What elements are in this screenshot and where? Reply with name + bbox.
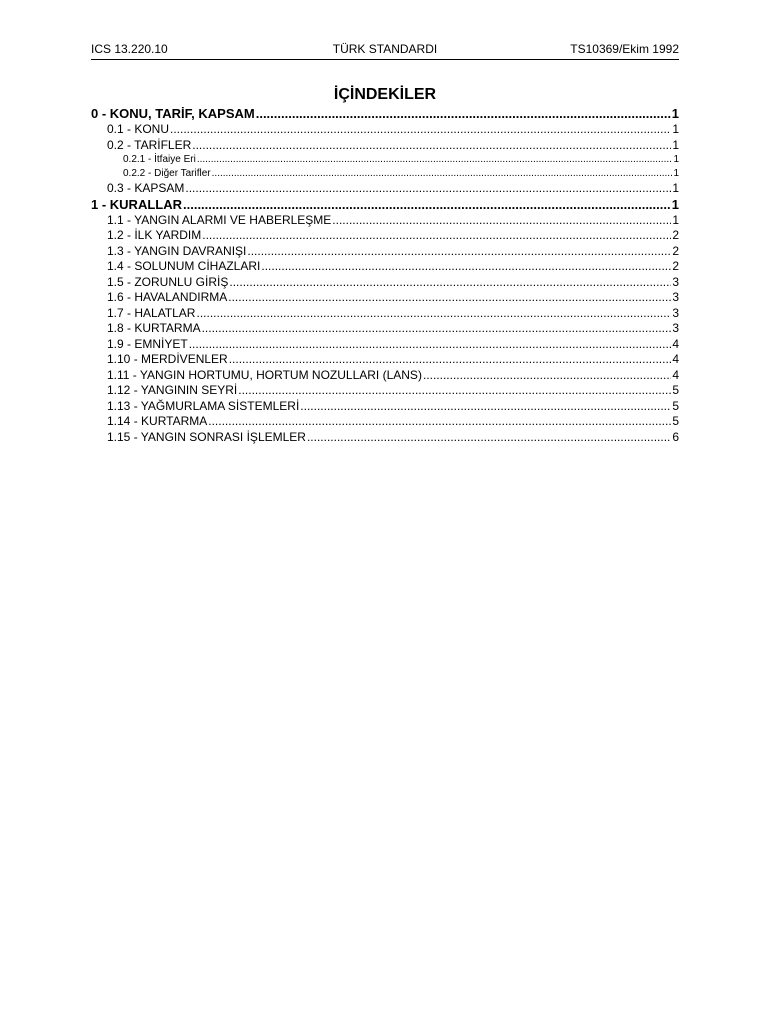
toc-entry-label: 1.4 - SOLUNUM CİHAZLARI xyxy=(107,259,261,273)
toc-entry-label: 1.7 - HALATLAR xyxy=(107,305,196,320)
toc-leader-dots xyxy=(229,352,672,368)
toc-entry-label: 1.11 - YANGIN HORTUMU, HORTUM NOZULLARI (LANS) xyxy=(107,367,422,382)
toc-entry-label: 1.14 - KURTARMA xyxy=(107,414,208,428)
toc-entry-page: 5 xyxy=(672,383,679,397)
toc-entry-label: 0.1 - KONU xyxy=(107,122,170,136)
toc-leader-dots xyxy=(202,321,672,337)
toc-entry-label: 0 - KONU, TARİF, KAPSAM xyxy=(91,106,255,121)
toc-leader-dots xyxy=(185,181,671,197)
toc-entry-page: 3 xyxy=(672,321,679,335)
toc-leader-dots xyxy=(189,337,672,353)
toc-entry-label: 1.12 - YANGININ SEYRİ xyxy=(107,383,238,397)
toc-entry[interactable] xyxy=(91,306,679,322)
toc-leader-dots xyxy=(183,197,671,213)
toc-entry[interactable] xyxy=(91,153,679,167)
toc-entry-page: 1 xyxy=(672,122,679,136)
toc-entry-label: 1 - KURALLAR xyxy=(91,196,182,212)
toc-entry-page: 4 xyxy=(672,352,679,366)
toc-entry[interactable] xyxy=(91,259,679,275)
toc-entry-label: 1.9 - EMNİYET xyxy=(107,336,188,351)
toc-entry[interactable] xyxy=(91,275,679,291)
toc-entry-page: 1 xyxy=(673,168,679,179)
toc-entry[interactable] xyxy=(91,167,679,181)
toc-entry[interactable] xyxy=(91,244,679,260)
toc-entry-page: 1 xyxy=(671,106,679,121)
toc-leader-dots xyxy=(238,383,671,399)
toc-entry-page: 4 xyxy=(672,336,679,351)
page-header xyxy=(91,42,679,60)
toc-entry[interactable] xyxy=(91,368,679,384)
toc-entry-page: 2 xyxy=(672,228,679,242)
toc-entry-page: 1 xyxy=(671,196,679,212)
toc-entry-page: 1 xyxy=(672,137,679,152)
toc-entry-label: 1.5 - ZORUNLU GİRİŞ xyxy=(107,274,229,289)
toc-entry[interactable] xyxy=(91,181,679,197)
toc-entry-label: 1.2 - İLK YARDIM xyxy=(107,228,202,242)
toc-entry[interactable] xyxy=(91,290,679,306)
toc-entry[interactable] xyxy=(91,138,679,154)
toc-leader-dots xyxy=(228,290,671,306)
toc-entry-page: 4 xyxy=(672,367,679,382)
toc-entry[interactable] xyxy=(91,197,679,213)
toc-leader-dots xyxy=(196,306,671,322)
toc-leader-dots xyxy=(256,106,671,122)
toc-entry[interactable] xyxy=(91,122,679,138)
toc-entry-label: 1.10 - MERDİVENLER xyxy=(107,352,228,366)
toc-leader-dots xyxy=(197,153,673,167)
toc-leader-dots xyxy=(229,275,671,291)
toc-entry-page: 3 xyxy=(672,290,679,304)
toc-entry-page: 3 xyxy=(672,274,679,289)
document-number: TS10369/Ekim 1992 xyxy=(570,42,679,56)
toc-entry-label: 0.2.2 - Diğer Tarifler xyxy=(123,168,211,179)
toc-entry-page: 1 xyxy=(673,154,679,165)
toc-entry-page: 6 xyxy=(672,429,679,444)
toc-entry[interactable] xyxy=(91,414,679,430)
toc-leader-dots xyxy=(423,368,671,384)
toc-leader-dots xyxy=(332,213,671,229)
toc-entry-label: 0.2.1 - İtfaiye Eri xyxy=(123,154,196,165)
toc-entry-label: 0.3 - KAPSAM xyxy=(107,181,185,195)
toc-entry[interactable] xyxy=(91,337,679,353)
toc-entry-page: 5 xyxy=(672,398,679,413)
standard-name: TÜRK STANDARDI xyxy=(332,42,438,56)
toc-entry-page: 5 xyxy=(672,414,679,428)
toc-entry-label: 1.6 - HAVALANDIRMA xyxy=(107,290,228,304)
toc-entry[interactable] xyxy=(91,383,679,399)
toc-entry-label: 1.1 - YANGIN ALARMI VE HABERLEŞME xyxy=(107,212,332,227)
toc-entry[interactable] xyxy=(91,228,679,244)
toc-entry-page: 2 xyxy=(672,259,679,273)
toc-entry[interactable] xyxy=(91,399,679,415)
toc-leader-dots xyxy=(212,167,673,181)
toc-leader-dots xyxy=(192,138,671,154)
toc-entry[interactable] xyxy=(91,213,679,229)
toc-entry-label: 1.15 - YANGIN SONRASI İŞLEMLER xyxy=(107,429,306,444)
toc-entry-label: 1.3 - YANGIN DAVRANIŞI xyxy=(107,243,247,258)
toc-entry[interactable] xyxy=(91,430,679,446)
toc-leader-dots xyxy=(247,244,671,260)
toc-leader-dots xyxy=(261,259,671,275)
toc-leader-dots xyxy=(202,228,671,244)
toc-entry-page: 1 xyxy=(672,212,679,227)
toc-entry-label: 1.8 - KURTARMA xyxy=(107,321,201,335)
toc-leader-dots xyxy=(170,122,671,138)
toc-leader-dots xyxy=(307,430,671,446)
toc-entry-page: 1 xyxy=(672,181,679,195)
table-of-contents xyxy=(91,106,679,445)
ics-code: ICS 13.220.10 xyxy=(91,42,168,56)
toc-entry-label: 1.13 - YAĞMURLAMA SİSTEMLERİ xyxy=(107,398,300,413)
toc-entry[interactable] xyxy=(91,106,679,122)
toc-title: İÇİNDEKİLER xyxy=(333,86,437,103)
toc-entry-page: 2 xyxy=(672,243,679,258)
toc-entry-label: 0.2 - TARİFLER xyxy=(107,137,192,152)
toc-leader-dots xyxy=(300,399,671,415)
toc-leader-dots xyxy=(208,414,671,430)
toc-entry[interactable] xyxy=(91,321,679,337)
toc-entry-page: 3 xyxy=(672,305,679,320)
toc-entry[interactable] xyxy=(91,352,679,368)
